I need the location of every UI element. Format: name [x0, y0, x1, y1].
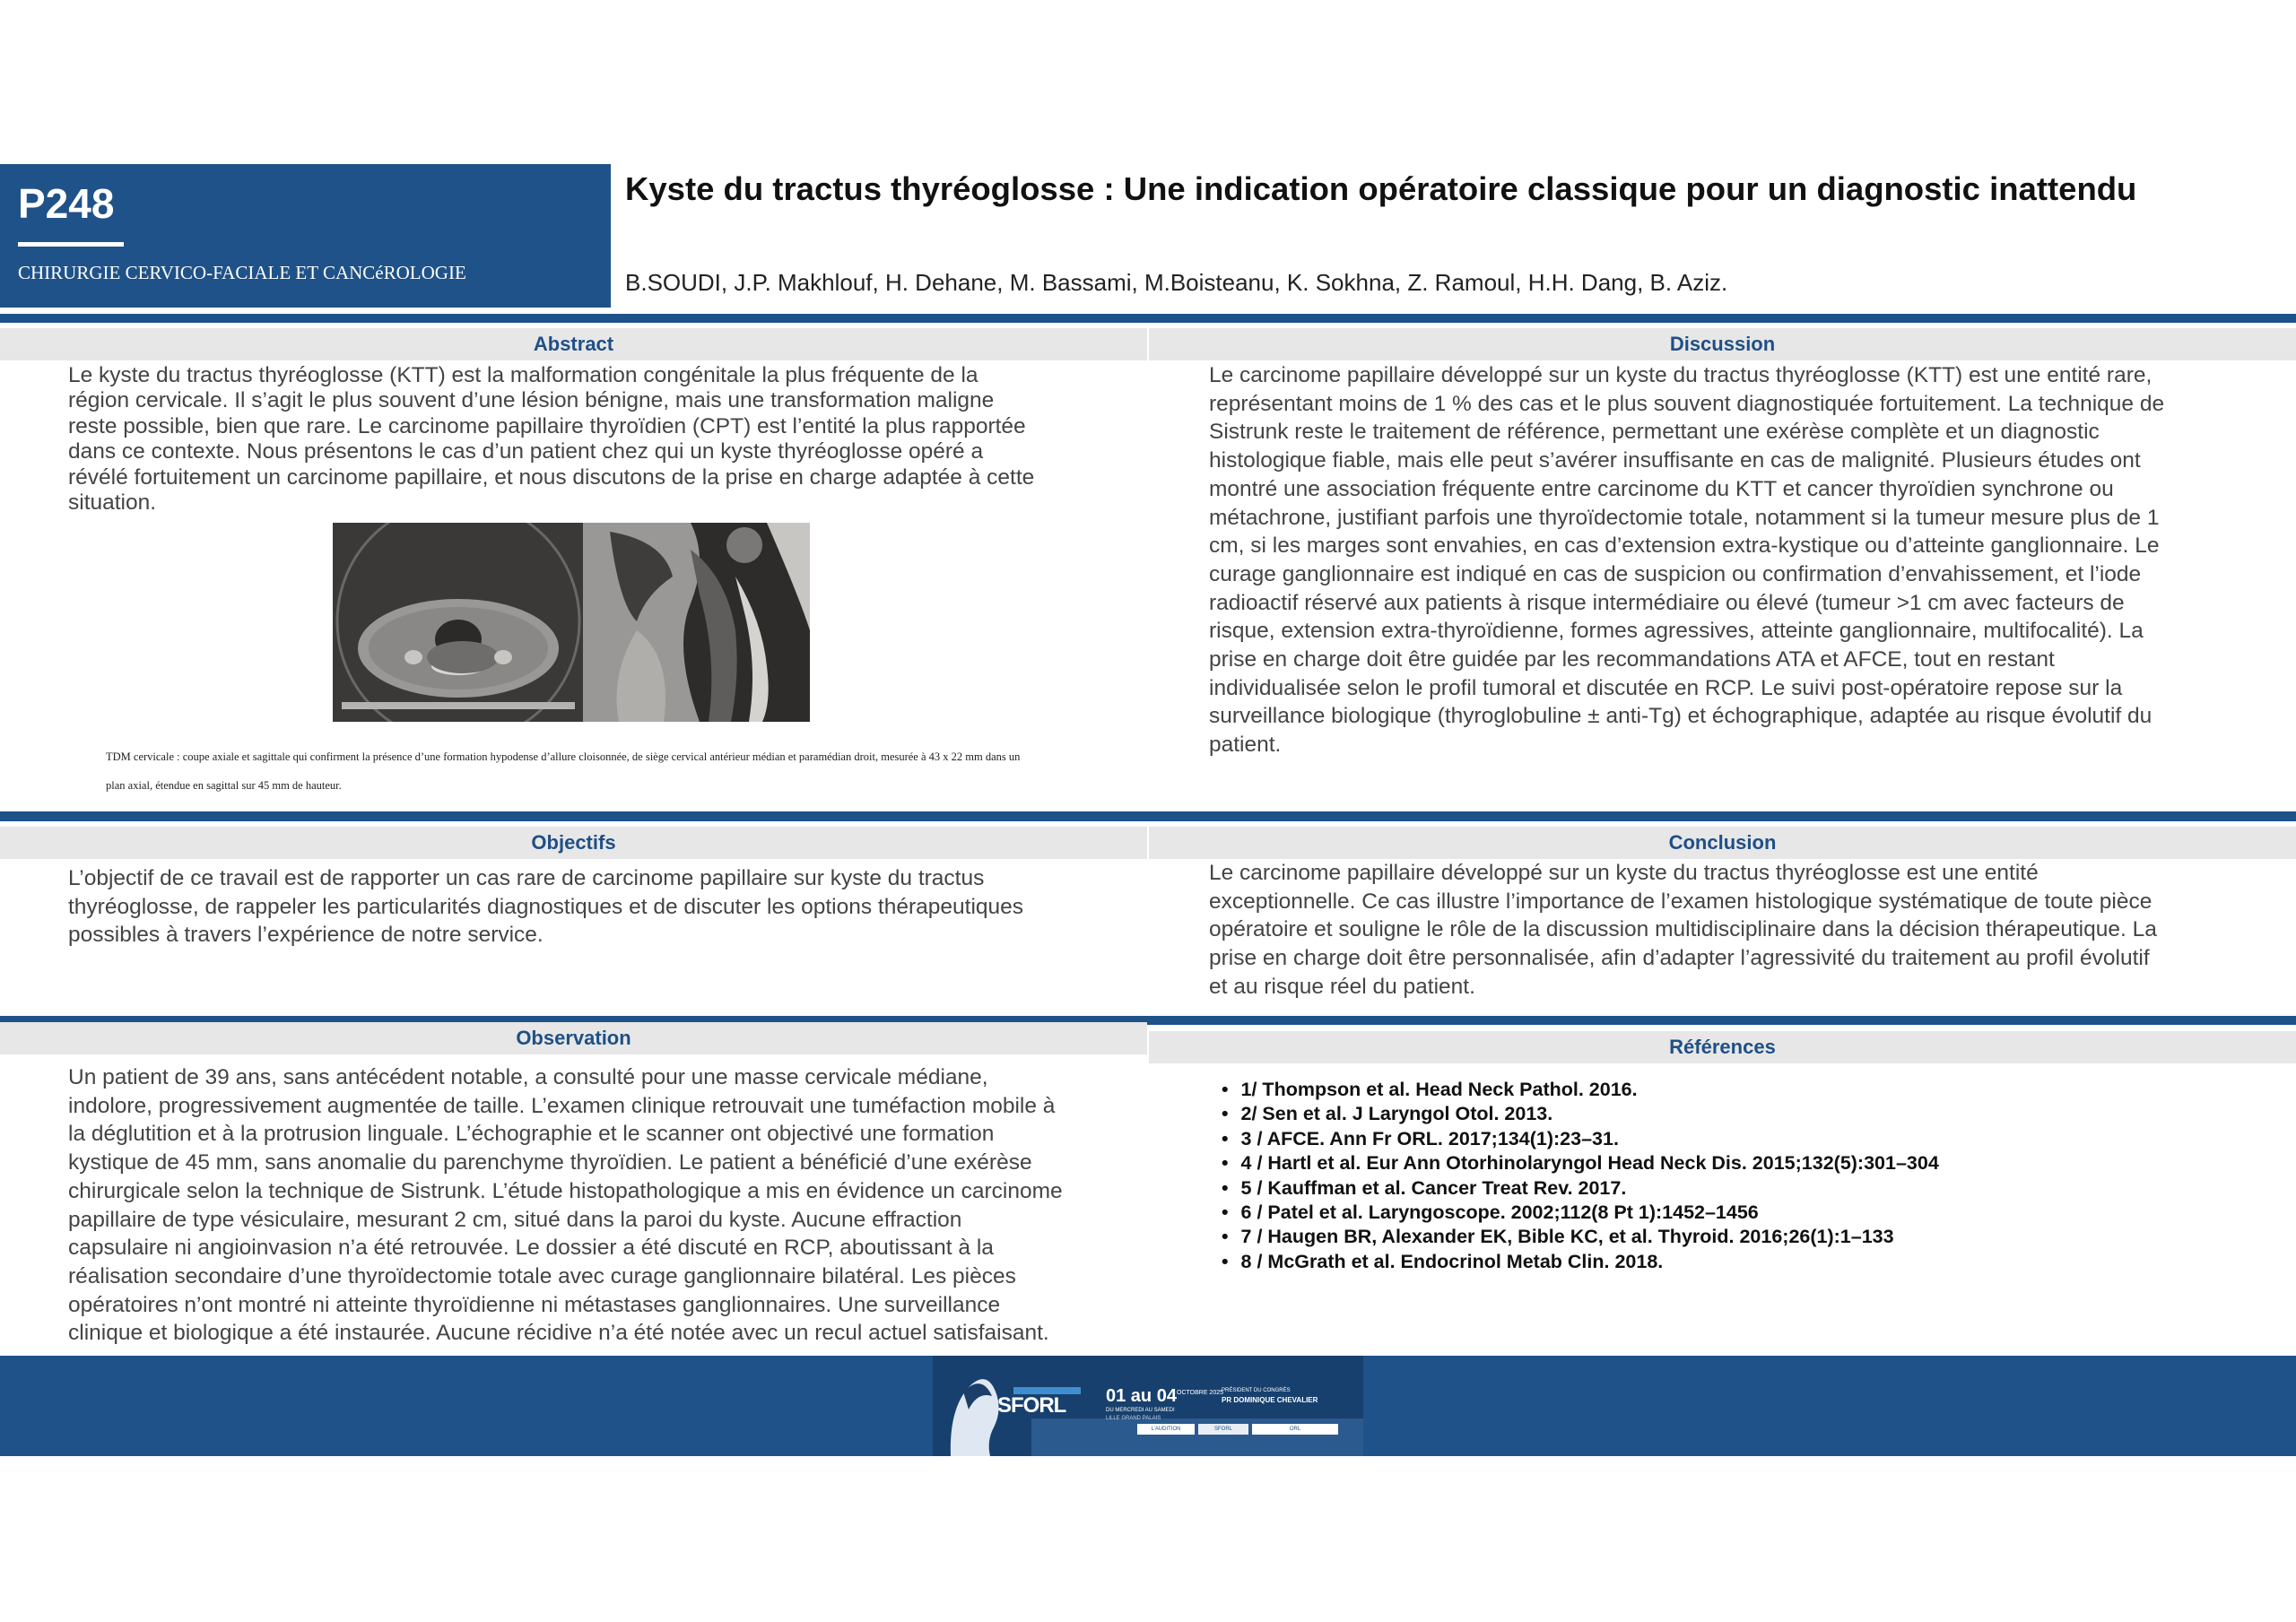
- congress-month: OCTOBRE 2025: [1177, 1390, 1224, 1396]
- reference-item: • 2/ Sen et al. J Laryngol Otol. 2013.: [1222, 1102, 1939, 1126]
- president-label: PRÉSIDENT DU CONGRÈS: [1222, 1388, 1291, 1393]
- divider-top: [0, 314, 2296, 323]
- congress-dates: 01 au 04: [1106, 1386, 1177, 1406]
- reference-item: • 8 / McGrath et al. Endocrinol Metab Clin. 2018.: [1222, 1250, 1939, 1274]
- partner-logo: SFORL: [1198, 1424, 1248, 1435]
- congress-days: DU MERCREDI AU SAMEDI: [1106, 1408, 1175, 1413]
- partner-logo: ORL: [1252, 1424, 1338, 1435]
- reference-item: • 6 / Patel et al. Laryngoscope. 2002;112(8 Pt 1):1452–1456: [1222, 1201, 1939, 1225]
- references-heading: Références: [1149, 1031, 2296, 1063]
- reference-item: • 1/ Thompson et al. Head Neck Pathol. 2016.: [1222, 1078, 1939, 1102]
- partner-logo: L’AUDITION: [1137, 1424, 1195, 1435]
- poster-id-underline: [18, 242, 124, 247]
- observation-heading: Observation: [0, 1022, 1147, 1054]
- abstract-text: Le kyste du tractus thyréoglosse (KTT) est la malformation congénitale la plus fréquente de la région cervicale. Il s’agit le plus souvent d’une lésion bénigne, mais une transformation maligne reste possible, bien que rare. Le carcinome papillaire thyroïdien (CPT) est l’entité la plus rapportée dans ce contexte. Nous présentons le cas d’un patient chez qui un kyste thyréoglosse opéré a révélé fortuitement un carcinome papillaire, et nous discutons de la prise en charge adaptée à cette situation.: [68, 363, 1035, 516]
- reference-item: • 4 / Hartl et al. Eur Ann Otorhinolaryngol Head Neck Dis. 2015;132(5):301–304: [1222, 1151, 1939, 1175]
- conclusion-heading: Conclusion: [1149, 827, 2296, 859]
- reference-item: • 3 / AFCE. Ann Fr ORL. 2017;134(1):23–31.: [1222, 1127, 1939, 1151]
- congress-banner: [933, 1356, 1363, 1456]
- ct-sagittal-image: [583, 523, 810, 722]
- discussion-text: Le carcinome papillaire développé sur un kyste du tractus thyréoglosse (KTT) est une entité rare, représentant moins de 1 % des cas et le plus souvent diagnostiquée fortuitement. La technique de Sistrunk reste le traitement de référence, permettant une exérèse complète et un diagnostic histologique fiable, mais elle peut s’avérer insuffisante en cas de malignité. Plusieurs études ont montré une association fréquente entre carcinome du KTT et cancer thyroïdien synchrone ou métachrone, justifiant parfois une thyroïdectomie totale, notamment si la tumeur mesure plus de 1 cm, si les marges sont envahies, en cas d’extension extra-kystique ou d’atteinte ganglionnaire. Le curage ganglionnaire est indiqué en cas de suspicion ou confirmation d’envahissement, et l’iode radioactif réservé aux patients à risque intermédiaire ou élevé (tumeur >1 cm avec facteurs de risque, extension extra-thyroïdienne, formes agressives, atteinte ganglionnaire, multifocalité). La prise en charge doit être guidée par les recommandations ATA et AFCE, tout en restant individualisée selon le profil tumoral et discutée en RCP. Le suivi post-opératoire repose sur la surveillance biologique (thyroglobuline ± anti-Tg) et échographique, adaptée au risque évolutif du patient.: [1209, 363, 2165, 758]
- poster-authors: B.SOUDI, J.P. Makhlouf, H. Dehane, M. Bassami, M.Boisteanu, K. Sokhna, Z. Ramoul, H.H. Dang, B. Aziz.: [625, 269, 1728, 296]
- poster-category: CHIRURGIE CERVICO-FACIALE ET CANCéROLOGIE: [18, 262, 466, 283]
- divider-middle: [0, 811, 2296, 821]
- abstract-heading: Abstract: [0, 328, 1147, 360]
- sforl-logo: SFORL: [997, 1393, 1066, 1418]
- president-name: PR DOMINIQUE CHEVALIER: [1222, 1396, 1318, 1404]
- discussion-heading: Discussion: [1149, 328, 2296, 360]
- poster-title: Kyste du tractus thyréoglosse : Une indication opératoire classique pour un diagnostic inattendu: [625, 170, 2137, 207]
- observation-text: Un patient de 39 ans, sans antécédent notable, a consulté pour une masse cervicale médiane, indolore, progressivement augmentée de taille. L’examen clinique retrouvait une tuméfaction mobile à la déglutition et à la protrusion linguale. L’échographie et le scanner ont objectivé une formation kystique de 45 mm, sans anomalie du parenchyme thyroïdien. Le patient a bénéficié d’une exérèse chirurgicale selon la technique de Sistrunk. L’étude histopathologique a mis en évidence un carcinome papillaire de type vésiculaire, mesurant 2 cm, situé dans la paroi du kyste. Aucune effraction capsulaire ni angioinvasion n’a été retrouvée. Le dossier a été discuté en RCP, aboutissant à la réalisation secondaire d’une thyroïdectomie totale avec curage ganglionnaire bilatéral. Les pièces opératoires n’ont montré ni atteinte thyroïdienne ni métastases ganglionnaires. Une surveillance clinique et biologique a été instaurée. Aucune récidive n’a été notée avec un recul actuel satisfaisant.: [68, 1065, 1063, 1346]
- conclusion-text: Le carcinome papillaire développé sur un kyste du tractus thyréoglosse est une entité exceptionnelle. Ce cas illustre l’importance de l’examen histologique systématique de toute pièce opératoire et souligne le rôle de la discussion multidisciplinaire dans la décision thérapeutique. La prise en charge doit être personnalisée, afin d’adapter l’agressivité du traitement au profil évolutif et au risque réel du patient.: [1209, 861, 2157, 999]
- reference-item: • 5 / Kauffman et al. Cancer Treat Rev. 2017.: [1222, 1176, 1939, 1201]
- congress-city: LILLE GRAND PALAIS: [1106, 1416, 1161, 1421]
- references-list: [1222, 1078, 1939, 1274]
- reference-item: • 7 / Haugen BR, Alexander EK, Bible KC, et al. Thyroid. 2016;26(1):1–133: [1222, 1225, 1939, 1249]
- objectifs-text: L’objectif de ce travail est de rapporter un cas rare de carcinome papillaire sur kyste du tractus thyréoglosse, de rappeler les particularités diagnostiques et de discuter les options thérapeutiques possibles à travers l’expérience de notre service.: [68, 866, 1024, 948]
- figure-caption: TDM cervicale : coupe axiale et sagittale qui confirment la présence d’une formation hypodense d’allure cloisonnée, de siège cervical antérieur médian et paramédian droit, mesurée à 43 x 22 mm dans un plan axial, étendue en sagittal sur 45 mm de hauteur.: [106, 750, 1021, 792]
- objectifs-heading: Objectifs: [0, 827, 1147, 859]
- poster-id: P248: [18, 180, 115, 227]
- ct-axial-image: [333, 523, 583, 722]
